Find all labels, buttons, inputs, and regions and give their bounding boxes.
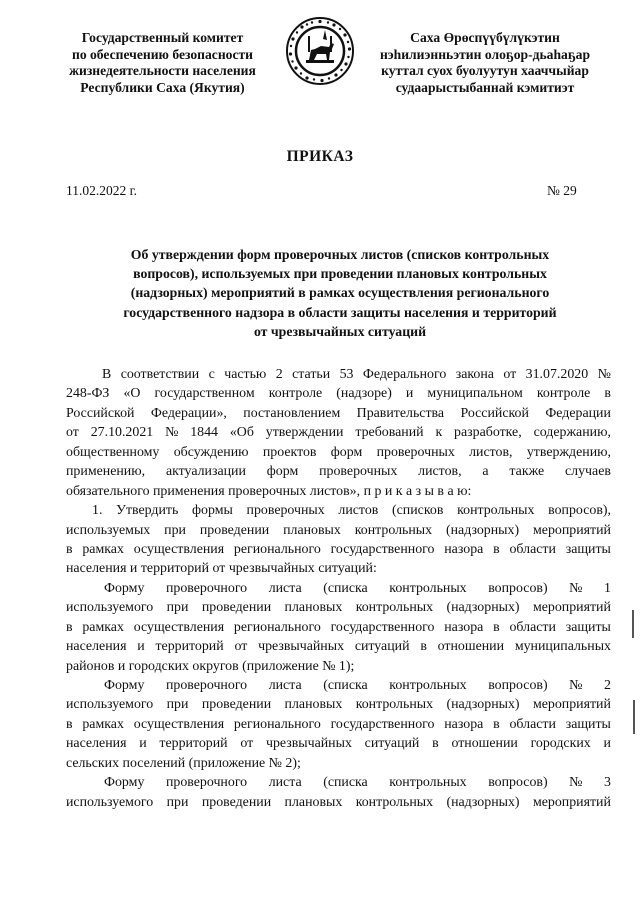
body-word: области xyxy=(509,541,556,557)
body-word: области xyxy=(509,619,556,635)
body-word: листа xyxy=(268,775,302,791)
body-word: Федерации xyxy=(545,405,611,421)
subject-line: вопросов), используемых при проведении плановых контрольных xyxy=(133,266,547,282)
body-word: 1844 xyxy=(190,425,218,441)
body-word: (списка xyxy=(323,580,368,596)
body-word: утверждении xyxy=(265,425,344,441)
body-word: (надзоре) xyxy=(336,386,392,402)
body-word: назора xyxy=(444,541,484,557)
body-word: территорий xyxy=(155,639,224,655)
document-number: № 29 xyxy=(547,183,577,198)
body-word: с xyxy=(208,367,215,382)
body-word: плановых xyxy=(284,697,343,713)
body-word: государственного xyxy=(330,619,435,635)
body-word: проверочного xyxy=(165,775,248,791)
body-line xyxy=(66,715,611,734)
body-word: частью xyxy=(224,367,267,382)
body-word: утверждению, xyxy=(526,444,611,460)
body-word: контрольных xyxy=(389,580,467,596)
body-word: защиты xyxy=(565,619,611,635)
body-line xyxy=(66,773,611,792)
body-word: 27.10.2021 xyxy=(90,425,154,441)
body-line: сельских поселений (приложение № 2); xyxy=(66,755,301,771)
body-word: применению, xyxy=(66,464,146,480)
body-word: регионального xyxy=(233,541,321,557)
body-word: № xyxy=(569,678,583,693)
body-word: Федерации», xyxy=(150,405,227,421)
body-word: требований xyxy=(355,425,424,441)
body-word: государственного xyxy=(330,716,435,732)
body-word: случаев xyxy=(565,464,611,480)
body-word: контрольных xyxy=(355,697,434,713)
body-word: (надзорных) xyxy=(446,794,520,810)
body-word: при xyxy=(166,600,189,616)
body-word: используемого xyxy=(66,697,154,713)
body-word: назора xyxy=(444,619,484,635)
body-word: мероприятий xyxy=(532,600,611,616)
body-word: проектов xyxy=(262,444,317,460)
body-word: от xyxy=(503,367,517,382)
body-word: городских xyxy=(530,736,591,752)
body-word: Форму xyxy=(104,775,145,791)
body-word: в xyxy=(493,716,500,732)
body-line xyxy=(66,462,611,481)
body-word: постановлением xyxy=(243,405,341,421)
header-left-line: по обеспечению безопасности xyxy=(71,46,254,62)
subject-line: Об утверждении форм проверочных листов (списков контрольных xyxy=(130,247,550,262)
body-word: контрольных xyxy=(457,503,535,519)
body-word: проверочного xyxy=(165,678,248,693)
body-word: листов, xyxy=(418,464,462,480)
body-line xyxy=(66,676,611,695)
body-word: муниципальном xyxy=(427,386,523,402)
body-word: Утвердить xyxy=(116,503,179,519)
body-word: вопросов) xyxy=(488,775,548,791)
header-left-line: жизнедеятельности населения xyxy=(69,63,256,79)
body-word: листа xyxy=(268,678,302,693)
header-right-line: нэһилиэнньэтин олоҕор-дьаһаҕар xyxy=(379,46,591,62)
body-word: плановых xyxy=(283,522,341,538)
body-word: в xyxy=(420,639,427,655)
body-word: муниципальных xyxy=(514,639,611,655)
body-word: государственном xyxy=(154,386,255,402)
body-word: от xyxy=(240,736,254,752)
body-word: листов, xyxy=(469,444,513,460)
body-word: рамках xyxy=(82,619,124,635)
body-word: Российской xyxy=(66,405,135,421)
body-word: в xyxy=(432,736,439,752)
body-word: Российской xyxy=(460,405,529,421)
body-word: назора xyxy=(444,716,484,732)
body-word: чрезвычайных xyxy=(265,736,352,752)
body-word: в xyxy=(66,619,73,635)
body-word: содержанию, xyxy=(533,425,611,441)
body-line xyxy=(66,695,611,714)
header-left-line: Республики Саха (Якутия) xyxy=(80,79,245,95)
body-word: контрольных xyxy=(354,522,433,538)
body-word: проверочных xyxy=(376,444,455,460)
body-word: чрезвычайных xyxy=(258,639,345,655)
body-word: 2 xyxy=(603,678,611,693)
body-word: отношении xyxy=(437,639,505,655)
body-word: регионального xyxy=(233,619,321,635)
body-word: защиты xyxy=(565,716,611,732)
body-word: форм xyxy=(330,444,363,460)
body-word: в xyxy=(66,541,73,557)
body-word: и xyxy=(137,639,145,655)
body-word: территорий xyxy=(159,736,228,752)
body-word: 31.07.2020 xyxy=(525,367,589,382)
body-line xyxy=(66,521,611,540)
subject-line: от чрезвычайных ситуаций xyxy=(253,323,427,339)
body-word: от xyxy=(234,639,248,655)
body-word: листов xyxy=(338,503,379,519)
body-line xyxy=(66,734,611,753)
body-word: проведении xyxy=(201,794,272,810)
body-word: контроле xyxy=(268,386,323,402)
body-word: закона xyxy=(455,367,494,382)
header-right-block xyxy=(360,30,610,96)
document-body xyxy=(66,365,611,812)
body-word: а xyxy=(482,464,489,480)
body-word: 1 xyxy=(603,580,611,596)
body-word: Форму xyxy=(104,678,145,693)
scan-edge-mark xyxy=(633,700,635,734)
body-word: № xyxy=(569,580,583,596)
body-word: № xyxy=(597,367,611,382)
body-line xyxy=(66,579,611,598)
body-word: актуализации xyxy=(165,464,246,480)
coat-of-arms-seal-icon xyxy=(285,16,355,86)
body-word: осуществления xyxy=(133,541,225,557)
body-word: населения xyxy=(66,639,127,655)
body-word: и xyxy=(139,736,147,752)
body-word: 248-ФЗ xyxy=(66,386,110,402)
body-line xyxy=(66,443,611,462)
body-word: (надзорных) xyxy=(445,522,520,538)
body-word: проведении xyxy=(201,697,272,713)
body-word: контрольных xyxy=(355,794,434,810)
body-line xyxy=(66,637,611,656)
header-left-block xyxy=(50,30,275,96)
body-word: форм xyxy=(266,464,299,480)
body-line xyxy=(66,365,611,384)
body-word: мероприятий xyxy=(532,522,611,538)
body-word: обсуждению xyxy=(173,444,249,460)
body-word: используемого xyxy=(66,794,154,810)
body-word: вопросов) xyxy=(488,580,548,596)
body-word: отношении xyxy=(451,736,518,752)
body-word: 3 xyxy=(603,775,611,791)
body-line xyxy=(66,540,611,559)
body-word: контроле xyxy=(536,386,591,402)
body-word: мероприятий xyxy=(532,794,611,810)
body-line xyxy=(66,618,611,637)
body-word: контрольных xyxy=(389,678,467,693)
body-word: Форму xyxy=(104,580,145,596)
body-word: соответствии xyxy=(120,367,200,382)
body-word: используемых xyxy=(66,522,151,538)
document-date: 11.02.2022 г. xyxy=(66,183,138,198)
body-word: рамках xyxy=(82,541,124,557)
body-word: (списка xyxy=(323,678,368,693)
body-word: государственного xyxy=(330,541,435,557)
body-word: 53 xyxy=(339,367,354,382)
subject-line: государственного надзора в области защиты населения и территорий xyxy=(123,304,557,320)
header-left-line: Государственный комитет xyxy=(81,30,244,45)
body-word: используемого xyxy=(66,600,154,616)
body-word: контрольных xyxy=(355,600,434,616)
body-word: (надзорных) xyxy=(446,600,520,616)
body-word: № xyxy=(569,775,583,791)
body-word: разработке, xyxy=(454,425,522,441)
body-word: проверочных xyxy=(246,503,325,519)
body-line: населения и территорий от чрезвычайных ситуаций: xyxy=(66,561,377,577)
body-word: вопросов) xyxy=(488,678,548,693)
body-word: к xyxy=(435,425,443,441)
body-word: Федерального xyxy=(362,367,447,382)
body-word: осуществления xyxy=(133,716,225,732)
body-word: статьи xyxy=(292,367,331,382)
body-word: населения xyxy=(66,736,127,752)
body-word: от xyxy=(66,425,79,441)
subject-line: (надзорных) мероприятий в рамках осуществления регионального xyxy=(130,285,550,301)
body-line xyxy=(66,598,611,617)
body-word: рамках xyxy=(82,716,124,732)
body-word: контрольных xyxy=(389,775,467,791)
body-word: ситуаций xyxy=(354,639,410,655)
body-word: плановых xyxy=(284,600,343,616)
body-word: 1. xyxy=(92,503,103,519)
header-right-line: куттал суох буолуутун хааччыйар xyxy=(381,63,589,79)
body-word: № xyxy=(165,425,179,441)
header-right-line: Саха Өрөспүүбүлүкэтин xyxy=(410,30,560,45)
body-word: осуществления xyxy=(133,619,225,635)
body-word: проверочного xyxy=(165,580,248,596)
body-word: в xyxy=(493,619,500,635)
document-title: ПРИКАЗ xyxy=(286,148,354,165)
body-word: и xyxy=(405,386,414,402)
body-word: в xyxy=(493,541,500,557)
body-word: общественному xyxy=(66,444,160,460)
document-subject xyxy=(70,245,610,341)
body-word: плановых xyxy=(284,794,343,810)
body-word: «О xyxy=(123,386,141,402)
body-word: В xyxy=(102,367,112,382)
body-word: проведении xyxy=(201,600,272,616)
body-line xyxy=(66,501,611,520)
body-word: ситуаций xyxy=(364,736,420,752)
body-word: при xyxy=(166,794,189,810)
header-right-line: судаарыстыбаннай кэмитиэт xyxy=(395,79,575,95)
body-word: в xyxy=(66,716,73,732)
body-word: защиты xyxy=(565,541,611,557)
body-word: «Об xyxy=(229,425,254,441)
body-word: также xyxy=(509,464,545,480)
body-word: (списков xyxy=(392,503,444,519)
body-word: (списка xyxy=(323,775,368,791)
body-word: проведении xyxy=(199,522,270,538)
body-word: листа xyxy=(268,580,302,596)
body-word: вопросов), xyxy=(548,503,611,519)
body-word: регионального xyxy=(233,716,321,732)
body-word: в xyxy=(604,386,611,402)
body-word: 2 xyxy=(275,367,283,382)
scan-edge-mark xyxy=(632,610,634,638)
body-word: мероприятий xyxy=(532,697,611,713)
body-word: области xyxy=(509,716,556,732)
body-word: Правительства xyxy=(356,405,445,421)
body-line xyxy=(66,404,611,423)
body-word: (надзорных) xyxy=(446,697,520,713)
body-line xyxy=(66,793,611,812)
body-line xyxy=(66,423,611,442)
body-word: формы xyxy=(192,503,233,519)
body-word: проверочных xyxy=(319,464,398,480)
body-word: и xyxy=(603,736,611,752)
body-word: при xyxy=(166,697,189,713)
body-word: при xyxy=(164,522,186,538)
body-line: районов и городских округов (приложение № 1); xyxy=(66,658,355,674)
body-line xyxy=(66,384,611,403)
body-line: обязательного применения проверочных листов», п р и к а з ы в а ю: xyxy=(66,483,472,499)
